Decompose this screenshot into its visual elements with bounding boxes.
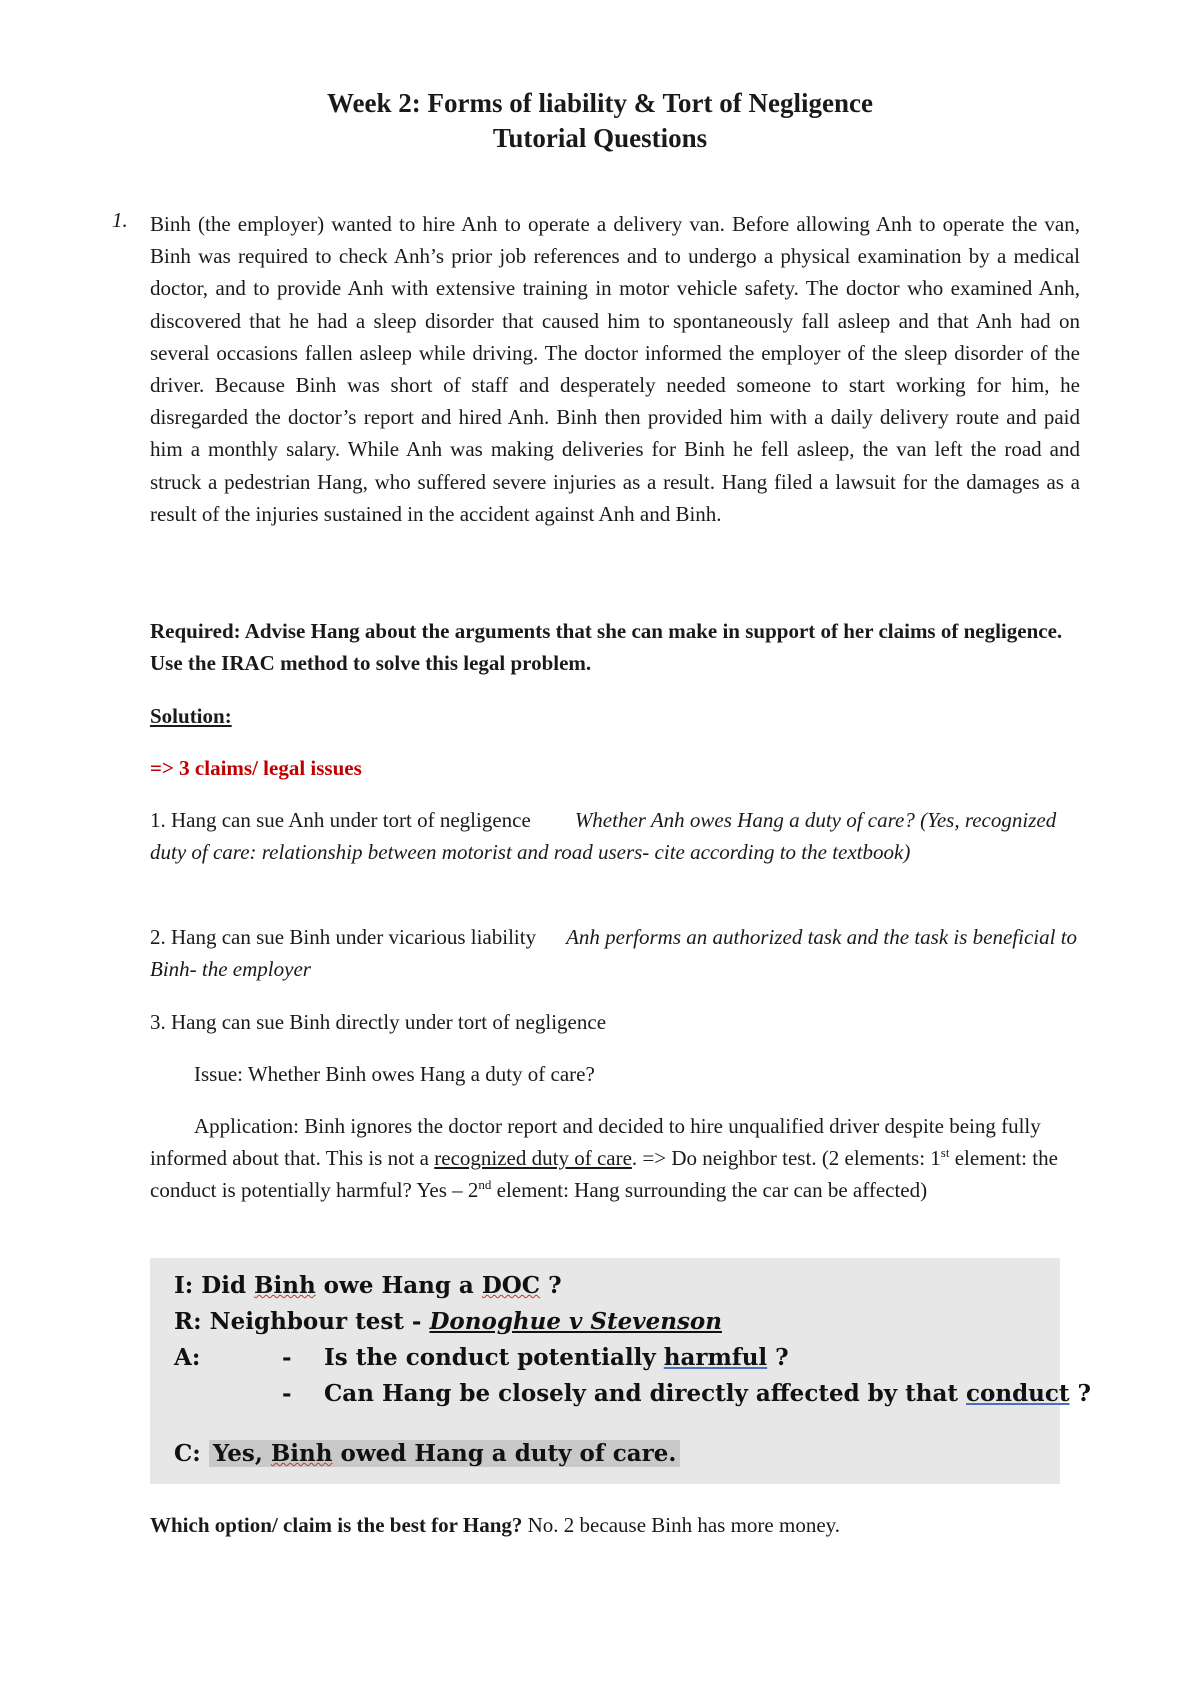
- irac-c-binh: Binh: [270, 1440, 333, 1467]
- claim-2: [150, 921, 1090, 985]
- application-text-a: Application: Binh ignores the doctor report and decided to hire unqualified driver despite being fully informed about that. This is not a: [150, 1114, 1041, 1170]
- irac-a-label: A:: [174, 1344, 201, 1371]
- claim-2-note: Anh performs an authorized task and the task is beneficial to Binh- the employer: [150, 925, 1078, 981]
- issue-text: Issue: Whether Binh owes Hang a duty of care?: [194, 1062, 595, 1086]
- irac-i-pre: Did: [201, 1272, 255, 1299]
- irac-issue-row: [174, 1272, 562, 1299]
- question-number: 1.: [112, 208, 128, 232]
- claim-1: [150, 804, 1090, 868]
- solution-label: Solution:: [150, 704, 232, 728]
- irac-a1-harmful: harmful: [663, 1344, 768, 1371]
- irac-dash-2: -: [282, 1380, 292, 1407]
- recognized-duty-link: recognized duty of care: [434, 1146, 632, 1170]
- irac-c-end: owed Hang a duty of care.: [332, 1440, 677, 1467]
- irac-a2-end: ?: [1069, 1380, 1091, 1407]
- irac-conclusion-row: [174, 1440, 680, 1467]
- irac-a2-pre: Can Hang be closely and directly affected by that: [324, 1380, 967, 1407]
- question-text: Binh (the employer) wanted to hire Anh to operate a delivery van. Before allowing Anh to operate the van, Binh was required to check Anh’s prior job references and to undergo a physical examination by a medical doctor, and to provide Anh with extensive training in motor vehicle safety. The doctor who examined Anh, discovered that he had a sleep disorder that caused him to spontaneously fall asleep and that Anh had on several occasions fallen asleep while driving. The doctor informed the employer of the sleep disorder of the driver. Because Binh was short of staff and desperately needed someone to start working for him, he disregarded the doctor’s report and hired Anh. Binh then provided him with a daily delivery route and paid him a monthly salary. While Anh was making deliveries for Binh he fell asleep, the van left the road and struck a pedestrian Hang, who suffered severe injuries as a result. Hang filed a lawsuit for the damages as a result of the injuries sustained in the accident against Anh and Binh.: [150, 212, 1080, 526]
- irac-c-highlight: [209, 1440, 681, 1467]
- application-text-b: . => Do neighbor test. (2 elements: 1: [631, 1146, 941, 1170]
- irac-r-text: Neighbour test -: [209, 1308, 430, 1335]
- title-line-1: Week 2: Forms of liability & Tort of Negligence: [327, 88, 873, 118]
- claim-1-lead: 1. Hang can sue Anh under tort of negligence: [150, 808, 531, 832]
- irac-i-mid: owe Hang a: [315, 1272, 482, 1299]
- irac-a1: [324, 1344, 789, 1371]
- irac-i-label: I:: [174, 1272, 194, 1299]
- document-title: [0, 86, 1200, 156]
- superscript-nd: nd: [478, 1177, 492, 1192]
- irac-i-doc: DOC: [481, 1272, 541, 1299]
- irac-a2: [324, 1380, 1091, 1407]
- claim-3-lead: 3. Hang can sue Binh directly under tort of negligence: [150, 1010, 607, 1034]
- best-option-question: Which option/ claim is the best for Hang?: [150, 1513, 523, 1537]
- claim-2-lead: 2. Hang can sue Binh under vicarious liability: [150, 925, 537, 949]
- claim-3-application: [150, 1110, 1085, 1206]
- irac-a1-pre: Is the conduct potentially: [324, 1344, 664, 1371]
- irac-a1-end: ?: [767, 1344, 789, 1371]
- superscript-st: st: [940, 1145, 950, 1160]
- irac-dash-1: -: [282, 1344, 292, 1371]
- claims-heading: => 3 claims/ legal issues: [150, 756, 362, 780]
- title-line-2: Tutorial Questions: [492, 123, 708, 153]
- irac-app-row-1: [174, 1344, 1054, 1371]
- irac-summary-image: [150, 1258, 1091, 1484]
- required-instruction: Required: Advise Hang about the arguments that she can make in support of her claims of negligence. Use the IRAC method to solve this legal problem.: [150, 619, 1063, 675]
- best-option: [150, 1509, 1090, 1541]
- irac-c-label: C:: [174, 1440, 201, 1467]
- irac-rule-row: [174, 1308, 722, 1335]
- claim-1-note: Whether Anh owes Hang a duty of care? (Yes, recognized duty of care: relationship between motorist and road users- cite according to the textbook): [150, 808, 1057, 864]
- best-option-answer: No. 2 because Binh has more money.: [522, 1513, 841, 1537]
- irac-i-end: ?: [540, 1272, 562, 1299]
- application-text-c: element: the conduct is potentially harmful? Yes – 2: [150, 1146, 1058, 1202]
- irac-c-pre: Yes,: [212, 1440, 271, 1467]
- claim-3-issue: [150, 1058, 1090, 1090]
- irac-r-label: R:: [174, 1308, 202, 1335]
- irac-a2-conduct: conduct: [966, 1380, 1070, 1407]
- irac-r-case: Donoghue v Stevenson: [429, 1308, 722, 1335]
- irac-i-binh: Binh: [254, 1272, 316, 1299]
- application-text-d: element: Hang surrounding the car can be affected): [491, 1178, 928, 1202]
